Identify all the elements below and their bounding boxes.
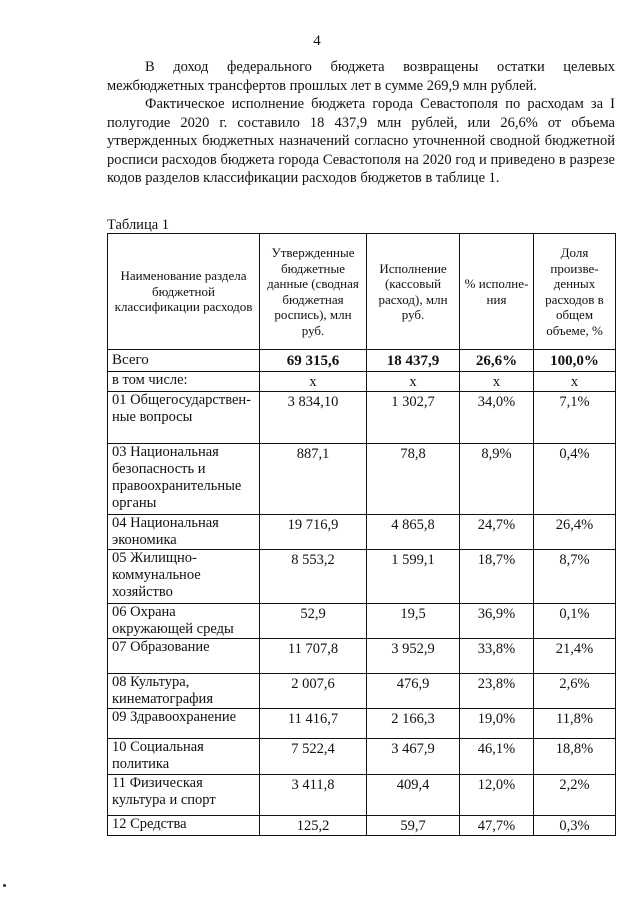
cell-name: 12 Средства [108, 816, 260, 836]
table-row [108, 372, 616, 392]
header-executed: Исполнение (кассовый расход), млн руб. [367, 234, 460, 350]
cell-executed: 476,9 [367, 674, 460, 709]
cell-approved: 2 007,6 [260, 674, 367, 709]
cell-approved: 19 716,9 [260, 515, 367, 550]
cell-share: 7,1% [534, 392, 616, 444]
table-row [108, 550, 616, 604]
cell-percent: 24,7% [460, 515, 534, 550]
cell-approved: 3 834,10 [260, 392, 367, 444]
cell-percent: 36,9% [460, 604, 534, 639]
cell-percent: х [460, 372, 534, 392]
paragraph-federal-return: В доход федерального бюджета возвращены остатки целевых межбюджетных трансфертов прошлых лет в сумме 269,9 млн рублей. [107, 59, 615, 94]
cell-name: 03 Национальная безопасность и правоохранительные органы [108, 444, 260, 515]
header-share: Доля произве-денных расходов в общем объеме, % [534, 234, 616, 350]
scan-speck [3, 884, 6, 887]
cell-percent: 34,0% [460, 392, 534, 444]
table-row [108, 709, 616, 739]
cell-name: 08 Культура, кинематография [108, 674, 260, 709]
table-row [108, 604, 616, 639]
cell-percent: 47,7% [460, 816, 534, 836]
cell-share: 2,2% [534, 775, 616, 816]
cell-approved: 7 522,4 [260, 739, 367, 775]
cell-name: 01 Общегосударствен-ные вопросы [108, 392, 260, 444]
table-row [108, 515, 616, 550]
cell-approved: 3 411,8 [260, 775, 367, 816]
cell-percent: 23,8% [460, 674, 534, 709]
cell-name: 05 Жилищно-коммунальное хозяйство [108, 550, 260, 604]
cell-name: 11 Физическая культура и спорт [108, 775, 260, 816]
table-header-row [108, 234, 616, 350]
cell-name: 06 Охрана окружающей среды [108, 604, 260, 639]
table-row [108, 739, 616, 775]
table-row [108, 674, 616, 709]
cell-approved: 11 707,8 [260, 639, 367, 674]
cell-approved: 69 315,6 [260, 350, 367, 372]
header-percent: % исполне-ния [460, 234, 534, 350]
cell-executed: 3 467,9 [367, 739, 460, 775]
cell-share: х [534, 372, 616, 392]
table-caption: Таблица 1 [107, 217, 170, 233]
cell-executed: 1 302,7 [367, 392, 460, 444]
cell-share: 26,4% [534, 515, 616, 550]
cell-approved: 52,9 [260, 604, 367, 639]
cell-share: 0,4% [534, 444, 616, 515]
cell-share: 11,8% [534, 709, 616, 739]
cell-share: 21,4% [534, 639, 616, 674]
cell-name: Всего [108, 350, 260, 372]
header-approved: Утвержденные бюджетные данные (сводная бюджетная роспись), млн руб. [260, 234, 367, 350]
cell-executed: 2 166,3 [367, 709, 460, 739]
cell-percent: 18,7% [460, 550, 534, 604]
paragraph-budget-execution: Фактическое исполнение бюджета города Севастополя по расходам за I полугодие 2020 г. составило 18 437,9 млн рублей, или 26,6% от объема утвержденных бюджетных назначений согласно уточненной сводной бюджетной росписи расходов бюджета города Севастополя на 2020 год и приведено в разрезе кодов разделов классификации расходов бюджетов в таблице 1. [107, 96, 615, 186]
cell-approved: 8 553,2 [260, 550, 367, 604]
cell-name: 07 Образование [108, 639, 260, 674]
budget-expenditure-table [107, 233, 616, 836]
cell-name: в том числе: [108, 372, 260, 392]
cell-name: 10 Социальная политика [108, 739, 260, 775]
cell-percent: 8,9% [460, 444, 534, 515]
header-section-name: Наименование раздела бюджетной классификации расходов [108, 234, 260, 350]
cell-percent: 26,6% [460, 350, 534, 372]
table-row-total [108, 350, 616, 372]
cell-approved: 887,1 [260, 444, 367, 515]
cell-percent: 12,0% [460, 775, 534, 816]
cell-approved: 11 416,7 [260, 709, 367, 739]
cell-percent: 19,0% [460, 709, 534, 739]
table-row [108, 639, 616, 674]
cell-share: 0,1% [534, 604, 616, 639]
cell-approved: 125,2 [260, 816, 367, 836]
cell-executed: 4 865,8 [367, 515, 460, 550]
cell-share: 18,8% [534, 739, 616, 775]
cell-share: 2,6% [534, 674, 616, 709]
cell-approved: х [260, 372, 367, 392]
cell-executed: 59,7 [367, 816, 460, 836]
cell-executed: 1 599,1 [367, 550, 460, 604]
cell-executed: 78,8 [367, 444, 460, 515]
cell-percent: 33,8% [460, 639, 534, 674]
cell-executed: х [367, 372, 460, 392]
table-row [108, 775, 616, 816]
cell-name: 04 Национальная экономика [108, 515, 260, 550]
table-row [108, 444, 616, 515]
cell-share: 0,3% [534, 816, 616, 836]
cell-share: 8,7% [534, 550, 616, 604]
cell-name: 09 Здравоохранение [108, 709, 260, 739]
cell-executed: 19,5 [367, 604, 460, 639]
cell-executed: 18 437,9 [367, 350, 460, 372]
table-row [108, 816, 616, 836]
cell-percent: 46,1% [460, 739, 534, 775]
page-number: 4 [313, 33, 321, 49]
cell-executed: 3 952,9 [367, 639, 460, 674]
table-row [108, 392, 616, 444]
cell-share: 100,0% [534, 350, 616, 372]
cell-executed: 409,4 [367, 775, 460, 816]
